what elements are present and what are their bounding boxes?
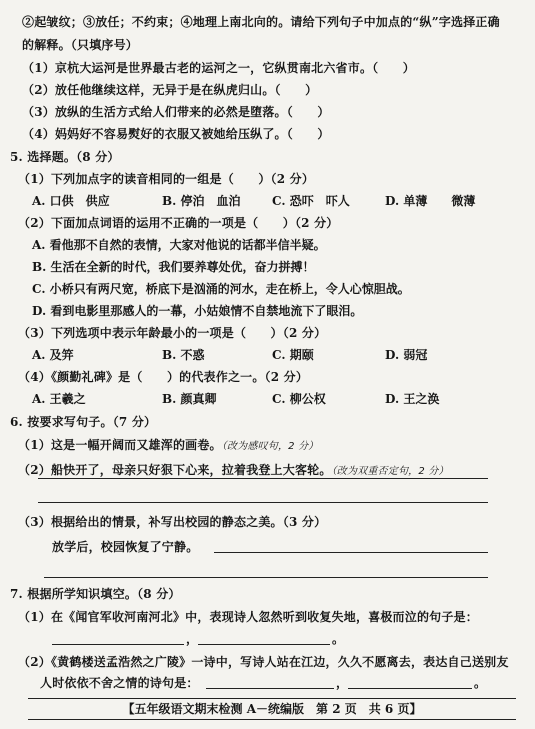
q6-item-1-note: （改为感叹句，2 分） xyxy=(221,441,319,452)
q5-2-stem: （2）下面加点词语的运用不正确的一项是（ ）（2 分） xyxy=(18,216,339,230)
q7-2-blank-1[interactable] xyxy=(206,688,334,689)
q4-intro-line1: ②起皱纹；③放任；不约束；④地理上南北向的。请给下列句子中加点的“纵”字选择正确 xyxy=(22,15,500,29)
q7-1-blank-2[interactable] xyxy=(198,644,330,645)
q4-item-4: （4）妈妈好不容易熨好的衣服又被她给压纵了。（ ） xyxy=(22,127,330,141)
q6-item-1 xyxy=(18,437,319,455)
q7-2-comma: ， xyxy=(336,676,349,690)
q7-item-2-line2: 人时依依不舍之情的诗句是： xyxy=(40,676,199,690)
q5-3-stem: （3）下列选项中表示年龄最小的一项是（ ）（2 分） xyxy=(18,326,327,340)
q7-item-2-line1: （2）《黄鹤楼送孟浩然之广陵》一诗中，写诗人站在江边，久久不愿离去，表达自己送别友 xyxy=(18,655,509,669)
q6-item-2-note: （改为双重否定句，2 分） xyxy=(331,466,449,477)
q5-3-option-c: C. 期颐 xyxy=(272,348,314,362)
q7-title: 7. 根据所学知识填空。（8 分） xyxy=(10,587,181,601)
q7-item-1-line1: （1）在《闻官军收河南河北》中，表现诗人忽然听到收复失地，喜极而泣的句子是： xyxy=(18,610,478,624)
q5-1-option-b: B. 停泊 血泊 xyxy=(162,194,241,208)
q4-item-2: （2）放任他继续这样，无异于是在纵虎归山。（ ） xyxy=(22,83,318,97)
q5-2-option-a: A. 看他那不自然的表情，大家对他说的话都半信半疑。 xyxy=(32,238,326,252)
q6-title: 6. 按要求写句子。（7 分） xyxy=(10,415,157,429)
q7-1-comma: ， xyxy=(186,632,199,646)
q5-title: 5. 选择题。（8 分） xyxy=(10,150,120,164)
q5-1-stem: （1）下列加点字的读音相同的一组是（ ）（2 分） xyxy=(18,172,315,186)
q5-4-option-d: D. 王之涣 xyxy=(385,392,440,406)
q5-4-option-c: C. 柳公权 xyxy=(272,392,326,406)
q6-item-1-text: （1）这是一幅开阔而又雄浑的画卷。 xyxy=(18,438,222,452)
q5-3-option-d: D. 弱冠 xyxy=(385,348,428,362)
q5-1-option-d: D. 单薄 微薄 xyxy=(385,194,476,208)
q6-item-2 xyxy=(18,462,449,480)
q5-3-option-a: A. 及笄 xyxy=(32,348,74,362)
q6-3-answer-line-2[interactable] xyxy=(44,577,488,578)
q4-item-3: （3）放纵的生活方式给人们带来的必然是堕落。（ ） xyxy=(22,105,330,119)
q4-item-1: （1）京杭大运河是世界最古老的运河之一，它纵贯南北六省市。（ ） xyxy=(22,61,415,75)
q6-3-answer-line-1[interactable] xyxy=(214,552,488,553)
q4-intro-line2: 的解释。（只填序号） xyxy=(22,38,139,52)
q5-4-stem: （4）《颜勤礼碑》是（ ）的代表作之一。（2 分） xyxy=(18,370,309,384)
q5-3-option-b: B. 不惑 xyxy=(162,348,205,362)
q5-2-option-b: B. 生活在全新的时代，我们要养尊处优，奋力拼搏！ xyxy=(32,260,315,274)
q7-2-period: 。 xyxy=(474,676,487,690)
page-footer xyxy=(28,698,516,720)
q5-4-option-a: A. 王羲之 xyxy=(32,392,86,406)
q5-2-option-d: D. 看到电影里那感人的一幕，小姑娘情不自禁地流下了眼泪。 xyxy=(32,304,363,318)
q6-2-answer-line[interactable] xyxy=(38,502,488,503)
q7-1-blank-1[interactable] xyxy=(52,644,184,645)
q5-2-option-c: C. 小桥只有两尺宽，桥底下是汹涌的河水，走在桥上，令人心惊胆战。 xyxy=(32,282,410,296)
q7-2-blank-2[interactable] xyxy=(348,688,472,689)
q5-1-option-c: C. 恐吓 吓人 xyxy=(272,194,350,208)
q7-1-period: 。 xyxy=(332,632,345,646)
q5-4-option-b: B. 颜真卿 xyxy=(162,392,217,406)
q6-item-3-lead: 放学后，校园恢复了宁静。 xyxy=(52,540,199,554)
q5-1-option-a: A. 口供 供应 xyxy=(32,194,110,208)
q6-item-3: （3）根据给出的情景，补写出校园的静态之美。（3 分） xyxy=(18,515,327,529)
footer-text: 【五年级语文期末检测 A－统编版 第 2 页 共 6 页】 xyxy=(122,702,422,716)
q6-item-2-text: （2）船快开了，母亲只好狠下心来，拉着我登上大客轮。 xyxy=(18,463,332,477)
